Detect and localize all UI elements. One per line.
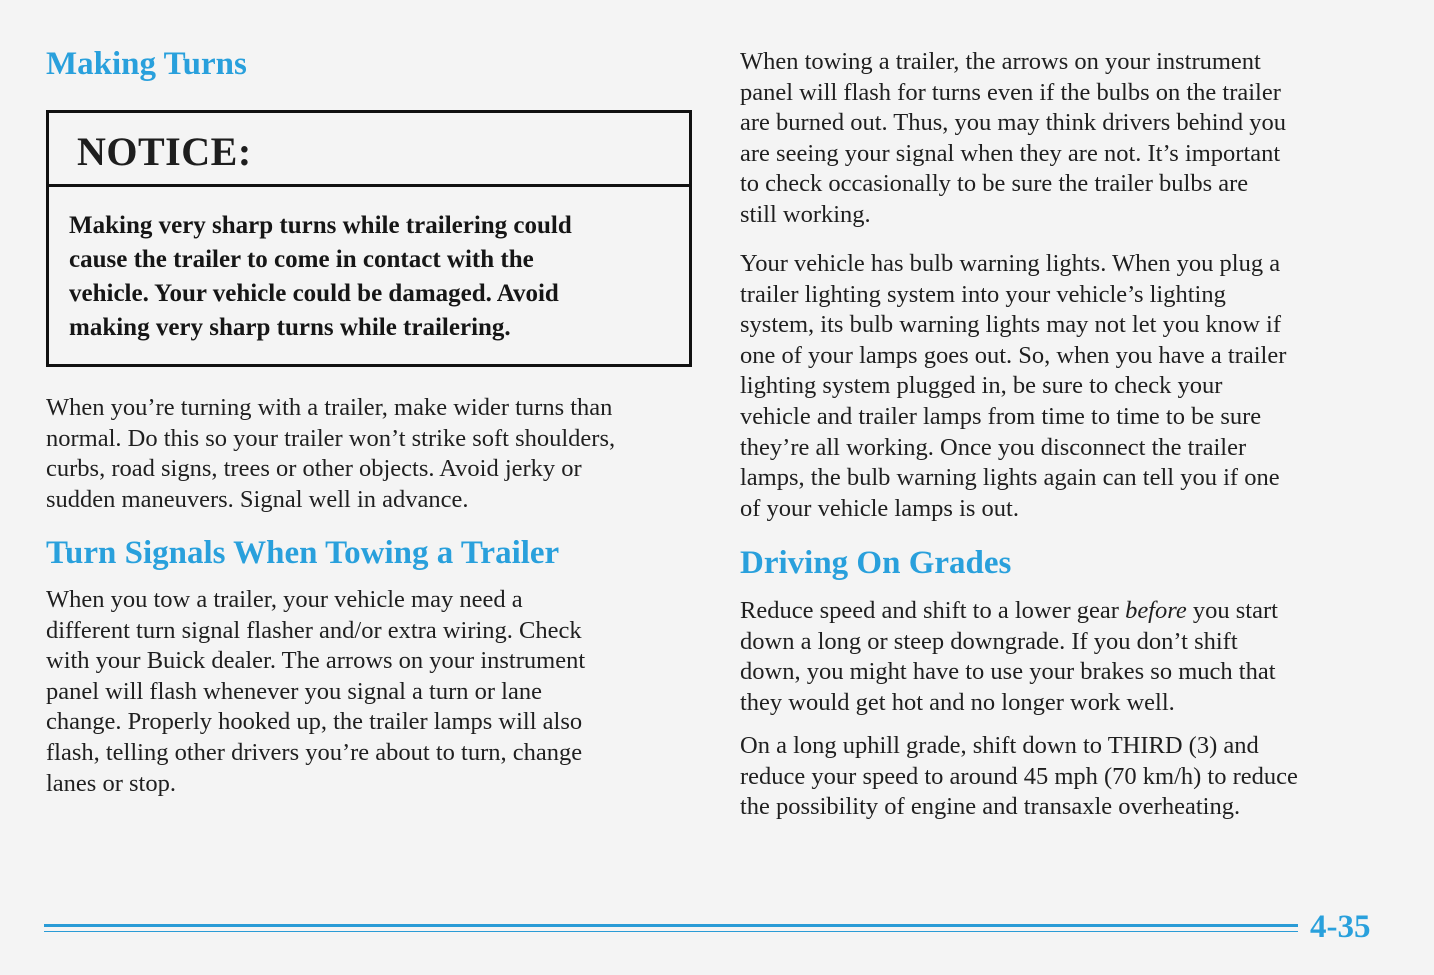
paragraph-line: lamps, the bulb warning lights again can tell you if one	[740, 464, 1280, 492]
paragraph-line: normal. Do this so your trailer won’t strike soft shoulders,	[46, 424, 616, 452]
notice-body	[49, 187, 689, 345]
downgrade-paragraph	[740, 596, 1400, 718]
paragraph-line: system, its bulb warning lights may not let you know if	[740, 311, 1282, 339]
emphasis-before: before	[1125, 597, 1187, 624]
paragraph-line: When you tow a trailer, your vehicle may need a	[46, 586, 523, 613]
paragraph-line: trailer lighting system into your vehicle’s lighting	[740, 280, 1226, 308]
paragraph-line: curbs, road signs, trees or other objects. Avoid jerky or	[46, 455, 582, 483]
paragraph-line: panel will flash for turns even if the bulbs on the trailer	[740, 78, 1281, 106]
turn-signals-paragraph	[46, 585, 696, 799]
paragraph-line: panel will flash whenever you signal a turn or lane	[46, 677, 542, 705]
turn-signals-heading: Turn Signals When Towing a Trailer	[46, 535, 560, 571]
paragraph-line: flash, telling other drivers you’re about to turn, change	[46, 738, 583, 766]
paragraph-line: Your vehicle has bulb warning lights. When you plug a	[740, 250, 1281, 277]
driving-on-grades-heading: Driving On Grades	[740, 545, 1012, 581]
paragraph-line: they would get hot and no longer work well.	[740, 688, 1175, 716]
paragraph-line: vehicle and trailer lamps from time to time to be sure	[740, 402, 1262, 430]
text-run: you start	[1186, 597, 1278, 624]
paragraph-line: are seeing your signal when they are not. It’s important	[740, 139, 1281, 167]
page-number: 4-35	[1310, 909, 1371, 945]
paragraph-line: change. Properly hooked up, the trailer lamps will also	[46, 708, 583, 736]
paragraph-line: they’re all working. Once you disconnect the trailer	[740, 433, 1247, 461]
paragraph-line: When towing a trailer, the arrows on your instrument	[740, 48, 1261, 75]
paragraph-line: On a long uphill grade, shift down to THIRD (3) and	[740, 732, 1259, 759]
paragraph-line: one of your lamps goes out. So, when you have a trailer	[740, 341, 1287, 369]
notice-line: vehicle. Your vehicle could be damaged. Avoid	[69, 280, 559, 307]
towing-arrows-paragraph	[740, 47, 1400, 231]
paragraph-line: down, you might have to use your brakes so much that	[740, 658, 1276, 686]
footer-rule	[44, 918, 1298, 938]
footer-rule-thick	[44, 924, 1298, 927]
paragraph-line: When you’re turning with a trailer, make wider turns than	[46, 394, 613, 421]
notice-header	[49, 113, 689, 187]
paragraph-line: sudden maneuvers. Signal well in advance.	[46, 485, 469, 513]
text-run: Reduce speed and shift to a lower gear	[740, 597, 1126, 624]
paragraph-line: to check occasionally to be sure the trailer bulbs are	[740, 170, 1249, 198]
paragraph-line: of your vehicle lamps is out.	[740, 494, 1019, 522]
notice-title: NOTICE:	[77, 129, 252, 174]
paragraph-line: with your Buick dealer. The arrows on your instrument	[46, 647, 586, 675]
paragraph-line: different turn signal flasher and/or extra wiring. Check	[46, 616, 582, 644]
uphill-paragraph	[740, 731, 1400, 823]
bulb-warning-paragraph	[740, 249, 1400, 524]
notice-line: cause the trailer to come in contact with the	[69, 246, 534, 273]
notice-box	[46, 110, 692, 367]
making-turns-heading: Making Turns	[46, 46, 247, 82]
paragraph-line: are burned out. Thus, you may think drivers behind you	[740, 109, 1286, 137]
paragraph-line: reduce your speed to around 45 mph (70 km/h) to reduce	[740, 762, 1298, 790]
notice-line: Making very sharp turns while trailering could	[69, 212, 572, 239]
notice-line: making very sharp turns while trailering.	[69, 314, 511, 341]
paragraph-line: down a long or steep downgrade. If you don’t shift	[740, 627, 1238, 655]
paragraph-line	[740, 596, 1400, 627]
paragraph-line: lighting system plugged in, be sure to check your	[740, 372, 1223, 400]
turning-paragraph	[46, 393, 696, 515]
paragraph-line: still working.	[740, 200, 871, 228]
paragraph-line: the possibility of engine and transaxle overheating.	[740, 793, 1241, 821]
footer-rule-thin	[44, 931, 1298, 932]
paragraph-line: lanes or stop.	[46, 769, 176, 797]
